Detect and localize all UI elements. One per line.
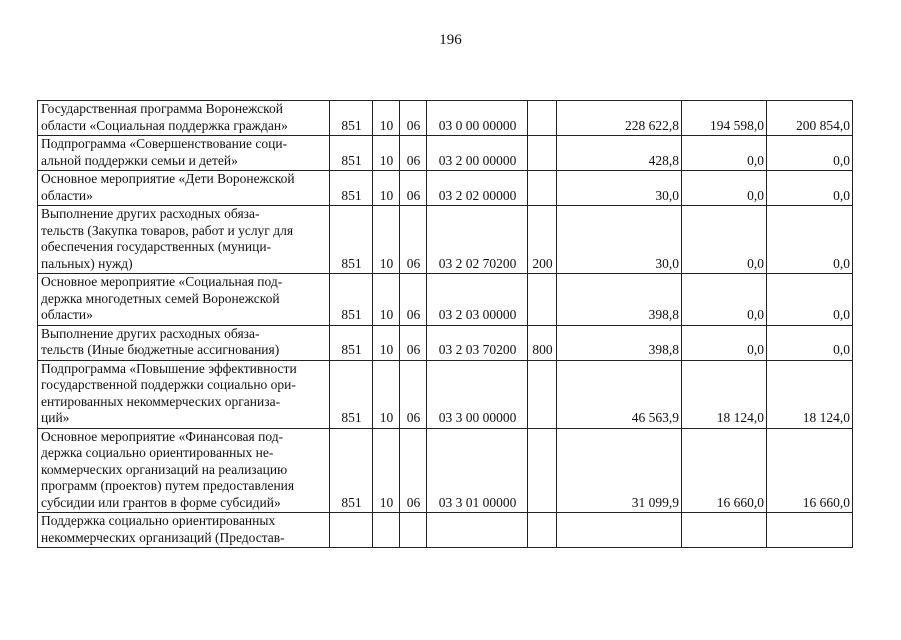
row-name-cell: Выполнение других расходных обяза- тельств (Закупка товаров, работ и услуг для обеспечения государственных (муници- пальных) нужд) (38, 206, 330, 274)
section-cell: 10 (373, 428, 400, 513)
table-row-continued (38, 513, 853, 548)
row-name-cell: Подпрограмма «Совершенствование соци- альной поддержки семьи и детей» (38, 136, 330, 171)
subsection-cell: 06 (400, 101, 427, 136)
amount-year1-cell: 398,8 (557, 325, 682, 360)
row-name-cell: Государственная программа Воронежской области «Социальная поддержка граждан» (38, 101, 330, 136)
target-article-cell: 03 2 03 70200 (427, 325, 528, 360)
row-name-cell: Основное мероприятие «Дети Воронежской области» (38, 171, 330, 206)
target-article-cell: 03 2 02 70200 (427, 206, 528, 274)
grbs-cell: 851 (330, 206, 373, 274)
amount-year1-cell: 46 563,9 (557, 360, 682, 428)
section-cell: 10 (373, 274, 400, 326)
subsection-cell: 06 (400, 136, 427, 171)
target-article-cell: 03 3 00 00000 (427, 360, 528, 428)
target-article-cell: 03 0 00 00000 (427, 101, 528, 136)
amount-year2-cell: 0,0 (682, 206, 767, 274)
subsection-cell: 06 (400, 360, 427, 428)
amount-year3-cell: 18 124,0 (767, 360, 853, 428)
table-row (38, 171, 853, 206)
table-row (38, 428, 853, 513)
section-cell: 10 (373, 206, 400, 274)
amount-year1-cell: 228 622,8 (557, 101, 682, 136)
amount-year1-cell: 398,8 (557, 274, 682, 326)
section-cell: 10 (373, 360, 400, 428)
row-name-cell: Основное мероприятие «Финансовая под- держка социально ориентированных не- коммерческих организаций на реализацию программ (проектов) путем предоставления субсидии или грантов в форме субсидий» (38, 428, 330, 513)
expense-type-cell (528, 101, 557, 136)
amount-year2-cell: 0,0 (682, 136, 767, 171)
amount-year3-cell: 16 660,0 (767, 428, 853, 513)
expense-type-cell (528, 171, 557, 206)
amount-year2-cell: 16 660,0 (682, 428, 767, 513)
grbs-cell: 851 (330, 428, 373, 513)
target-article-cell: 03 3 01 00000 (427, 428, 528, 513)
amount-year3-cell: 0,0 (767, 171, 853, 206)
page-number: 196 (439, 32, 462, 48)
subsection-cell: 06 (400, 274, 427, 326)
expense-type-cell (528, 513, 557, 548)
expense-type-cell: 800 (528, 325, 557, 360)
row-name-cell: Поддержка социально ориентированных некоммерческих организаций (Предостав- (38, 513, 330, 548)
amount-year2-cell: 0,0 (682, 325, 767, 360)
amount-year1-cell: 428,8 (557, 136, 682, 171)
target-article-cell (427, 513, 528, 548)
section-cell: 10 (373, 171, 400, 206)
subsection-cell (400, 513, 427, 548)
amount-year1-cell: 31 099,9 (557, 428, 682, 513)
amount-year2-cell (682, 513, 767, 548)
target-article-cell: 03 2 03 00000 (427, 274, 528, 326)
amount-year3-cell: 0,0 (767, 136, 853, 171)
expense-type-cell (528, 428, 557, 513)
expense-type-cell (528, 360, 557, 428)
amount-year3-cell: 0,0 (767, 325, 853, 360)
target-article-cell: 03 2 02 00000 (427, 171, 528, 206)
table-row (38, 101, 853, 136)
table-row (38, 206, 853, 274)
grbs-cell: 851 (330, 325, 373, 360)
grbs-cell: 851 (330, 171, 373, 206)
section-cell: 10 (373, 101, 400, 136)
grbs-cell: 851 (330, 136, 373, 171)
budget-table (37, 100, 853, 548)
grbs-cell: 851 (330, 360, 373, 428)
section-cell (373, 513, 400, 548)
amount-year3-cell (767, 513, 853, 548)
expense-type-cell (528, 274, 557, 326)
amount-year2-cell: 0,0 (682, 171, 767, 206)
section-cell: 10 (373, 325, 400, 360)
subsection-cell: 06 (400, 171, 427, 206)
expense-type-cell: 200 (528, 206, 557, 274)
amount-year1-cell: 30,0 (557, 206, 682, 274)
table-row (38, 360, 853, 428)
section-cell: 10 (373, 136, 400, 171)
grbs-cell: 851 (330, 274, 373, 326)
subsection-cell: 06 (400, 206, 427, 274)
table-row (38, 136, 853, 171)
row-name-cell: Основное мероприятие «Социальная под- держка многодетных семей Воронежской области» (38, 274, 330, 326)
expense-type-cell (528, 136, 557, 171)
budget-table-body (38, 101, 853, 548)
row-name-cell: Выполнение других расходных обяза- тельств (Иные бюджетные ассигнования) (38, 325, 330, 360)
amount-year3-cell: 200 854,0 (767, 101, 853, 136)
grbs-cell: 851 (330, 101, 373, 136)
amount-year1-cell (557, 513, 682, 548)
amount-year1-cell: 30,0 (557, 171, 682, 206)
subsection-cell: 06 (400, 325, 427, 360)
grbs-cell (330, 513, 373, 548)
amount-year3-cell: 0,0 (767, 274, 853, 326)
row-name-cell: Подпрограмма «Повышение эффективности государственной поддержки социально ори- ентированных некоммерческих организа- ций» (38, 360, 330, 428)
amount-year2-cell: 18 124,0 (682, 360, 767, 428)
table-row (38, 274, 853, 326)
subsection-cell: 06 (400, 428, 427, 513)
table-row (38, 325, 853, 360)
amount-year2-cell: 0,0 (682, 274, 767, 326)
amount-year2-cell: 194 598,0 (682, 101, 767, 136)
target-article-cell: 03 2 00 00000 (427, 136, 528, 171)
amount-year3-cell: 0,0 (767, 206, 853, 274)
